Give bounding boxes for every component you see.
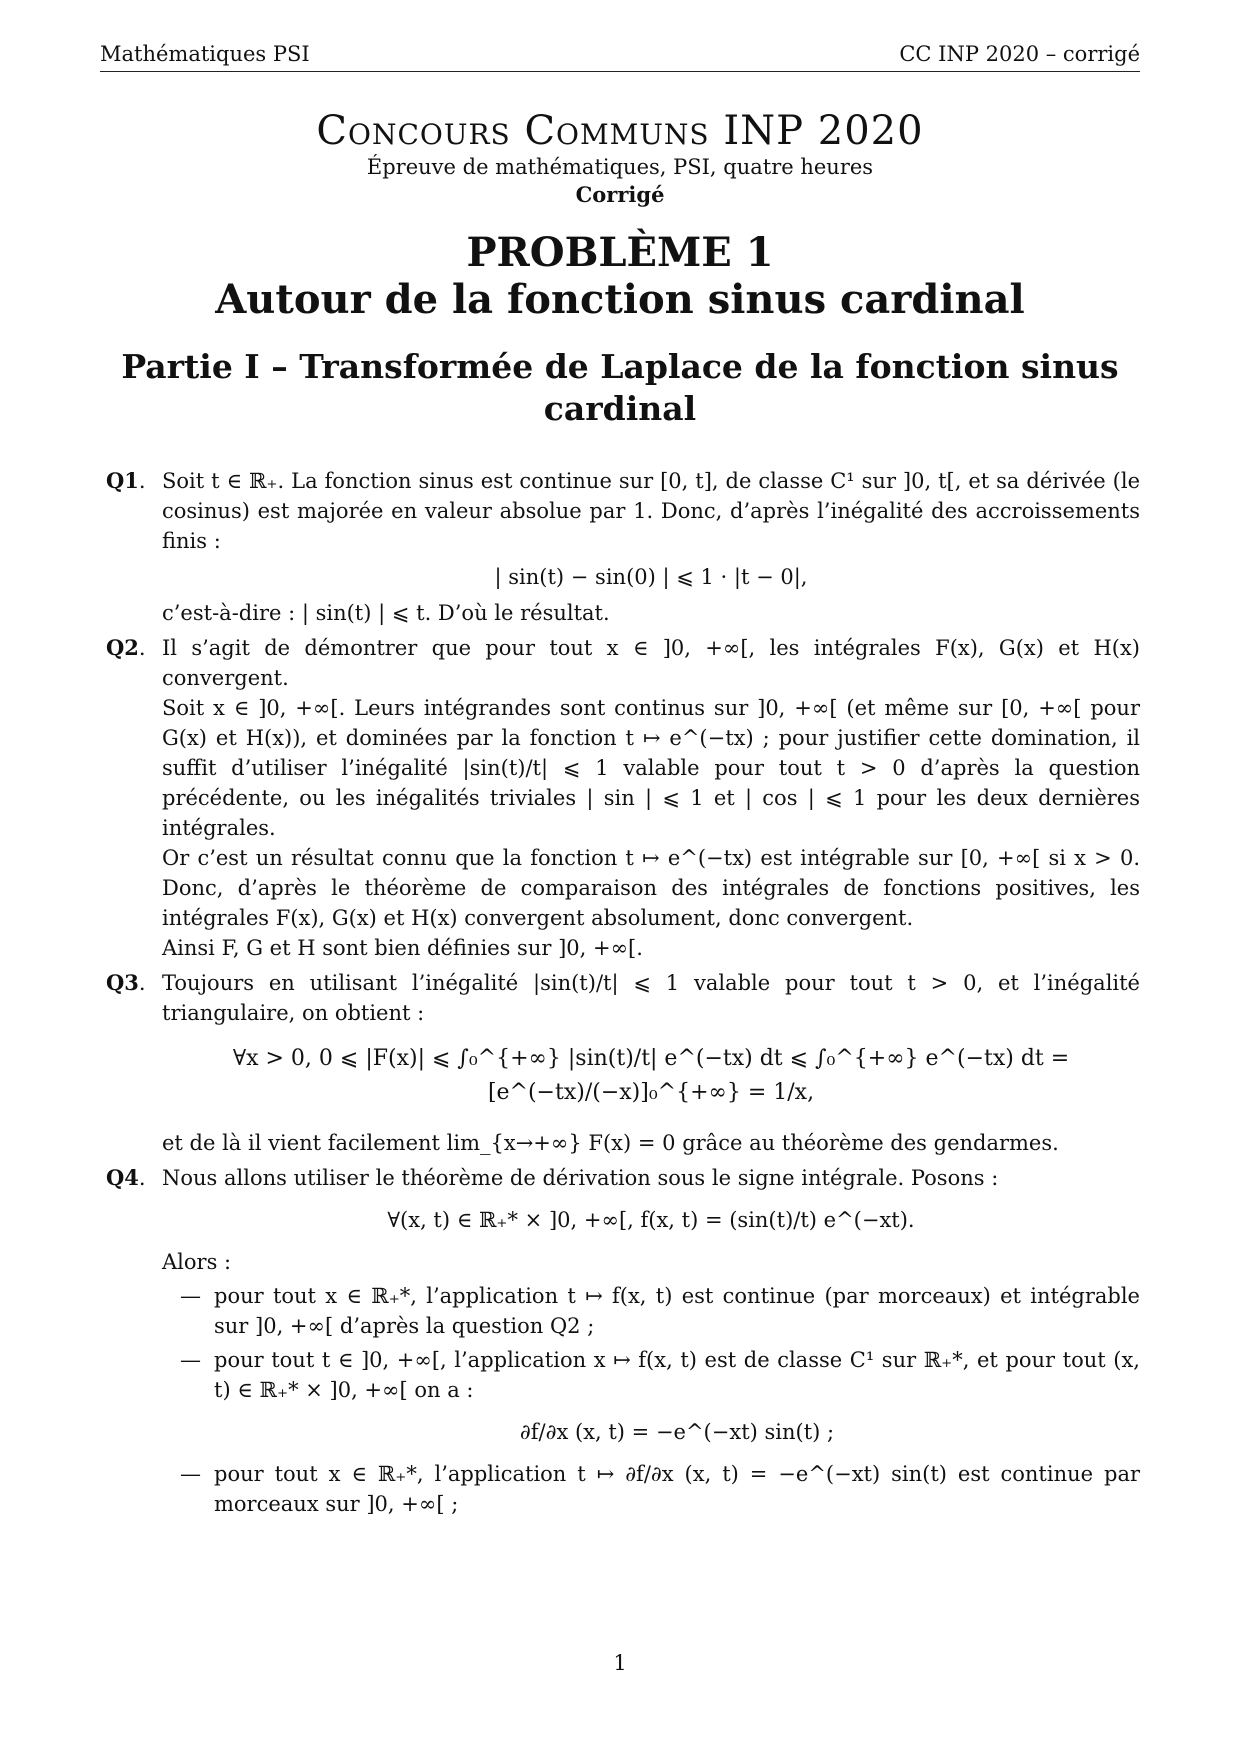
q3-label: Q3 .	[106, 968, 146, 998]
main-title: Concours Communs INP 2020	[316, 108, 924, 154]
question-q3	[100, 968, 1140, 1158]
q3-text: Toujours en utilisant l’inégalité |sin(t)/t| ⩽ 1 valable pour tout t > 0, et l’inégalité triangulaire, on obtient :	[162, 971, 1140, 1025]
answers	[100, 466, 1140, 1524]
header-rule	[100, 71, 1140, 72]
q4-partial-formula: ∂f/∂x (x, t) = −e^(−xt) sin(t) ;	[519, 1420, 835, 1444]
q4-definition-formula: ∀(x, t) ∈ ℝ₊* × ]0, +∞[, f(x, t) = (sin(t)/t) e^(−xt).	[387, 1208, 915, 1232]
exam-subtitle: Épreuve de mathématiques, PSI, quatre heures	[366, 155, 874, 179]
problem-subtitle: Autour de la fonction sinus cardinal	[215, 276, 1025, 323]
q1-label: Q1 .	[106, 466, 146, 496]
q1-text: Soit t ∈ ℝ₊. La fonction sinus est continue sur [0, t], de classe C¹ sur ]0, t[, et sa dérivée (le cosinus) est majorée en valeur absolue par 1. Donc, d’après l’inégalité des accroissements finis :	[162, 469, 1140, 553]
q4-bullet-2	[162, 1345, 1140, 1447]
header-right: CC INP 2020 – corrigé	[899, 42, 1140, 66]
q2-paragraph-4: Ainsi F, G et H sont bien définies sur ]0, +∞[.	[162, 936, 643, 960]
q4-label: Q4 .	[106, 1163, 146, 1193]
q2-label: Q2 .	[106, 633, 146, 663]
header-left: Mathématiques PSI	[100, 42, 310, 66]
q2-paragraph-1: Il s’agit de démontrer que pour tout x ∈ ]0, +∞[, les intégrales F(x), G(x) et H(x) convergent.	[162, 636, 1140, 690]
q4-alors: Alors :	[162, 1250, 232, 1274]
q3-conclusion: et de là il vient facilement lim_{x→+∞} F(x) = 0 grâce au théorème des gendarmes.	[162, 1131, 1059, 1155]
corrige-label: Corrigé	[575, 182, 665, 207]
q4-bullet-3: — pour tout x ∈ ℝ₊*, l’application t ↦ ∂f/∂x (x, t) = −e^(−xt) sin(t) est continue par morceaux sur ]0, +∞[ ;	[162, 1459, 1140, 1519]
q1-formula: | sin(t) − sin(0) | ⩽ 1 · |t − 0|,	[494, 565, 808, 589]
question-q1	[100, 466, 1140, 628]
question-q4	[100, 1163, 1140, 1519]
q2-paragraph-2: Soit x ∈ ]0, +∞[. Leurs intégrandes sont continus sur ]0, +∞[ (et même sur [0, +∞[ pour G(x) et H(x)), et dominées par la fonction t ↦ e^(−tx) ; pour justifier cette domination, il suffit d’utiliser l’inégalité |sin(t)/t| ⩽ 1 valable pour tout t > 0 d’après la question précédente, ou les inégalités triviales | sin | ⩽ 1 et | cos | ⩽ 1 pour les deux dernières intégrales.	[162, 696, 1140, 840]
running-head	[100, 40, 1140, 68]
q3-formula: ∀x > 0, 0 ⩽ |F(x)| ⩽ ∫₀^{+∞} |sin(t)/t| e^(−tx) dt ⩽ ∫₀^{+∞} e^(−tx) dt = [e^(−tx)/(−x)]₀^{+∞} = 1/x,	[232, 1046, 1070, 1105]
q2-paragraph-3: Or c’est un résultat connu que la fonction t ↦ e^(−tx) est intégrable sur [0, +∞[ si x > 0. Donc, d’après le théorème de comparaison des intégrales de fonctions positives, les intégrales F(x), G(x) et H(x) convergent absolument, donc convergent.	[162, 846, 1140, 930]
problem-title: PROBLÈME 1	[466, 229, 774, 276]
q4-intro: Nous allons utiliser le théorème de dérivation sous le signe intégrale. Posons :	[162, 1166, 999, 1190]
q4-bullet-2-text: pour tout t ∈ ]0, +∞[, l’application x ↦ f(x, t) est de classe C¹ sur ℝ₊*, et pour tout (x, t) ∈ ℝ₊* × ]0, +∞[ on a :	[214, 1348, 1140, 1402]
page-number: 1	[613, 1651, 627, 1675]
title-block	[100, 108, 1140, 430]
q4-hypotheses-list	[162, 1281, 1140, 1519]
question-q2	[100, 633, 1140, 963]
part-title: Partie I – Transformée de Laplace de la fonction sinus cardinal	[121, 347, 1119, 428]
q1-conclusion: c’est-à-dire : | sin(t) | ⩽ t. D’où le résultat.	[162, 601, 610, 625]
q4-bullet-1: — pour tout x ∈ ℝ₊*, l’application t ↦ f(x, t) est continue (par morceaux) et intégrable sur ]0, +∞[ d’après la question Q2 ;	[162, 1281, 1140, 1341]
